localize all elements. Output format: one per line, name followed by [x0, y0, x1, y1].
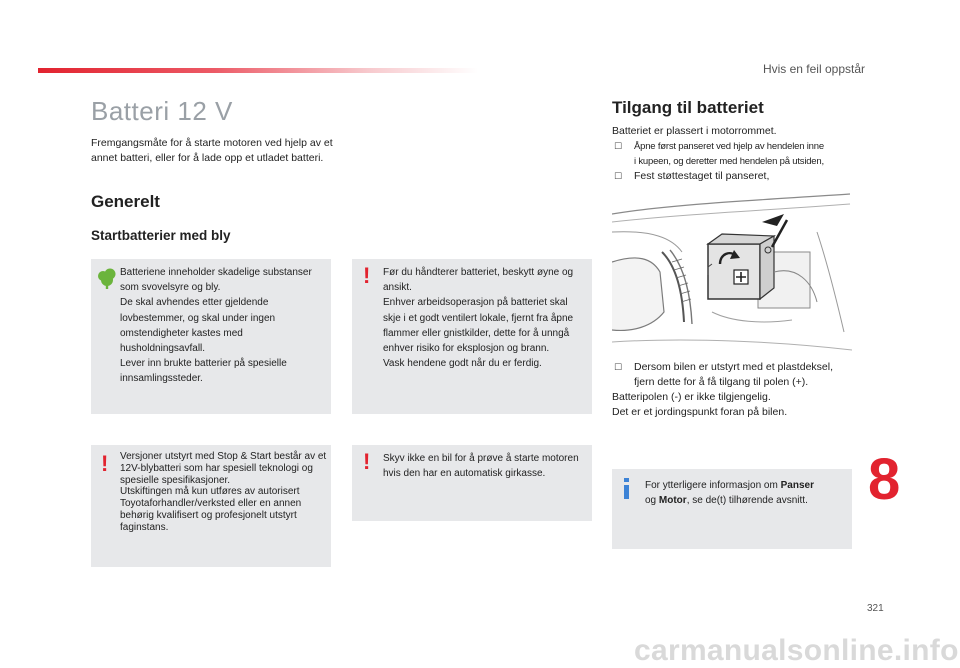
checkbox-bullet-icon: ☐ — [614, 171, 623, 181]
step-remove-cover-line1: Dersom bilen er utstyrt med et plastdeksel, — [634, 361, 833, 373]
stop-start-warning-text: Versjoner utstyrt med Stop & Start består av et 12V-blybatteri som har spesiell teknologi og spesielle spesifikasjoner. Utskiftingen må kun utføres av autorisert Toyotaforhandler/verksted eller en annen behørig kvalifisert og profesjonelt utstyrt faginstans. — [120, 451, 327, 533]
step-prop-rod: Fest støttestaget til panseret, — [634, 170, 770, 182]
handling-warning-box — [352, 259, 592, 414]
ground-point-text: Det er et jordingspunkt foran på bilen. — [612, 406, 788, 418]
exclamation-icon: ! — [363, 449, 371, 474]
step-remove-cover-line2: fjern dette for å få tilgang til polen (+). — [634, 376, 809, 388]
page-title: Batteri 12 V — [91, 96, 233, 126]
info-text: For ytterligere informasjon om Panser og Motor, se de(t) tilhørende avsnitt. — [645, 480, 814, 506]
lead-battery-subheading: Startbatterier med bly — [91, 228, 231, 243]
engine-bay-illustration — [612, 192, 852, 357]
section-label: Hvis en feil oppstår — [762, 62, 865, 76]
step-open-hood-line1: Åpne først panseret ved hjelp av hendelen inne — [634, 141, 824, 152]
checkbox-bullet-icon: ☐ — [614, 141, 623, 151]
page-number: 321 — [867, 603, 884, 614]
stop-start-warning-box — [91, 445, 331, 567]
negative-pole-text: Batteripolen (-) er ikke tilgjengelig. — [612, 391, 771, 403]
header-accent-bar — [38, 68, 478, 73]
exclamation-icon: ! — [101, 451, 109, 476]
info-icon — [622, 478, 632, 500]
push-start-warning-box — [352, 445, 592, 521]
chapter-number: 8 — [868, 447, 901, 512]
exclamation-icon: ! — [363, 263, 371, 288]
step-open-hood-line2: i kupeen, og deretter med hendelen på utsiden, — [634, 156, 824, 167]
handling-warning-text: Før du håndterer batteriet, beskytt øyne og ansikt. Enhver arbeidsoperasjon på batteriet skal skje i et godt ventilert lokale, fjernt fra åpne flammer eller gnistkilder, dette for å unngå enhver risiko for eksplosjon og brann. Vask hendene godt når du er ferdig. — [383, 267, 574, 370]
checkbox-bullet-icon: ☐ — [614, 362, 623, 372]
environment-note-text: Batteriene inneholder skadelige substanser som svovelsyre og bly. De skal avhendes etter gjeldende lovbestemmer, og skal under ingen omstendigheter kastes med husholdningsavfall. Lever inn brukte batterier på spesielle innsamlingssteder. — [120, 267, 312, 385]
environment-note-box — [91, 259, 331, 414]
push-start-warning-text: Skyv ikke en bil for å prøve å starte motoren hvis den har en automatisk girkasse. — [383, 453, 579, 480]
battery-location-text: Batteriet er plassert i motorrommet. — [612, 125, 777, 137]
info-box — [612, 469, 852, 549]
general-heading: Generelt — [91, 192, 160, 211]
tree-icon — [96, 268, 118, 290]
access-heading: Tilgang til batteriet — [612, 98, 764, 117]
intro-text: Fremgangsmåte for å starte motoren ved hjelp av et annet batteri, eller for å lade opp et utladet batteri. — [91, 137, 333, 164]
watermark: carmanualsonline.info — [634, 634, 959, 667]
